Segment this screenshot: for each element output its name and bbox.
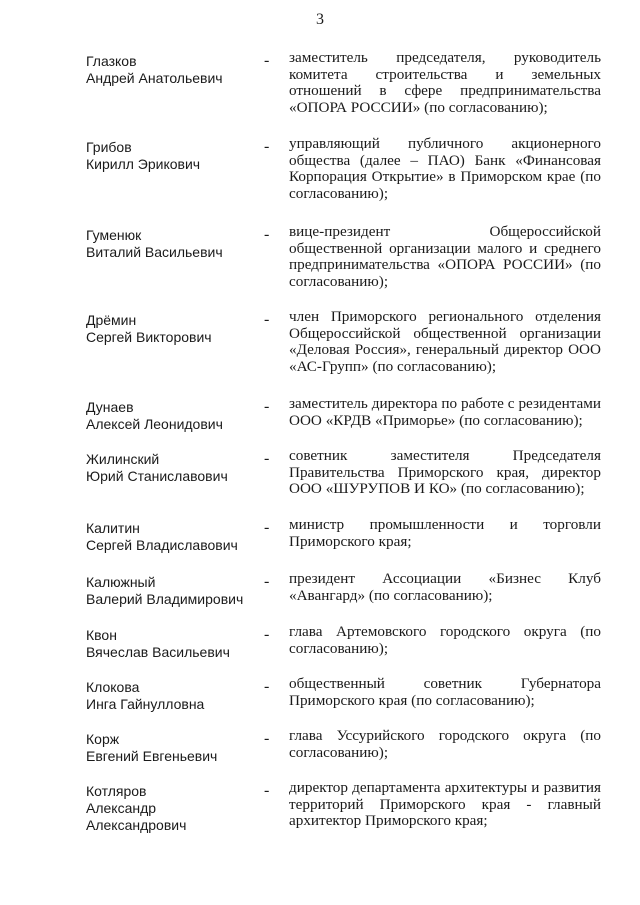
member-dash: -: [264, 782, 270, 799]
member-role: общественный советник Губернатора Приморского края (по согласованию);: [289, 675, 601, 709]
member-given-name: Андрей Анатольевич: [86, 70, 223, 86]
member-surname: Калитин: [86, 520, 140, 536]
member-name: [86, 520, 261, 554]
member-given-name: Юрий Станиславович: [86, 468, 228, 484]
member-given-name: Инга Гайнулловна: [86, 696, 205, 712]
member-name: [86, 399, 261, 433]
member-surname: Глазков: [86, 53, 137, 69]
member-name: [86, 679, 261, 713]
member-surname: Дунаев: [86, 399, 134, 415]
member-role: директор департамента архитектуры и развития территорий Приморского края - главный архитектор Приморского края;: [289, 779, 601, 829]
member-name: [86, 451, 261, 485]
member-dash: -: [264, 311, 270, 328]
member-surname: Калюжный: [86, 574, 156, 590]
member-given-name: Вячеслав Васильевич: [86, 644, 230, 660]
member-given-name: Сергей Викторович: [86, 329, 212, 345]
member-role: глава Уссурийского городского округа (по согласованию);: [289, 727, 601, 761]
member-dash: -: [264, 138, 270, 155]
member-role: советник заместителя Председателя Правительства Приморского края, директор ООО «ШУРУПОВ И КО» (по согласованию);: [289, 447, 601, 497]
member-surname: Корж: [86, 731, 120, 747]
member-surname: Котляров: [86, 783, 147, 799]
member-name: [86, 627, 261, 661]
member-dash: -: [264, 626, 270, 643]
member-role: президент Ассоциации «Бизнес Клуб «Авангард» (по согласованию);: [289, 570, 601, 604]
member-dash: -: [264, 678, 270, 695]
member-role: глава Артемовского городского округа (по согласованию);: [289, 623, 601, 657]
member-name: [86, 312, 261, 346]
member-surname: Дрёмин: [86, 312, 137, 328]
member-surname: Квон: [86, 627, 117, 643]
member-role: заместитель председателя, руководитель комитета строительства и земельных отношений в сфере предпринимательства «ОПОРА РОССИИ» (по согласованию);: [289, 49, 601, 116]
member-surname: Гуменюк: [86, 227, 142, 243]
member-dash: -: [264, 450, 270, 467]
member-name: [86, 783, 261, 834]
member-given-name: Виталий Васильевич: [86, 244, 223, 260]
member-surname: Грибов: [86, 139, 132, 155]
member-dash: -: [264, 730, 270, 747]
member-dash: -: [264, 52, 270, 69]
member-given-name: Алексей Леонидович: [86, 416, 223, 432]
member-dash: -: [264, 519, 270, 536]
member-name: [86, 574, 261, 608]
member-role: заместитель директора по работе с резидентами ООО «КРДВ «Приморье» (по согласованию);: [289, 395, 601, 429]
member-given-name: Александрович: [86, 817, 187, 833]
member-dash: -: [264, 226, 270, 243]
member-role: управляющий публичного акционерного общества (далее – ПАО) Банк «Финансовая Корпорация Открытие» в Приморском крае (по согласованию);: [289, 135, 601, 202]
member-role: вице-президент Общероссийской общественной организации малого и среднего предпринимательства «ОПОРА РОССИИ» (по согласованию);: [289, 223, 601, 290]
member-given-name: Александр: [86, 800, 157, 816]
member-dash: -: [264, 573, 270, 590]
member-name: [86, 53, 261, 87]
member-given-name: Евгений Евгеньевич: [86, 748, 218, 764]
member-name: [86, 139, 261, 173]
member-name: [86, 731, 261, 765]
member-name: [86, 227, 261, 261]
page-number: 3: [316, 11, 324, 28]
member-given-name: Сергей Владиславович: [86, 537, 238, 553]
member-given-name: Кирилл Эрикович: [86, 156, 201, 172]
member-role: министр промышленности и торговли Приморского края;: [289, 516, 601, 550]
member-surname: Клокова: [86, 679, 140, 695]
member-dash: -: [264, 398, 270, 415]
member-surname: Жилинский: [86, 451, 160, 467]
member-given-name: Валерий Владимирович: [86, 591, 244, 607]
member-role: член Приморского регионального отделения Общероссийской общественной организации «Деловая Россия», генеральный директор ООО «АС-Групп» (по согласованию);: [289, 308, 601, 375]
